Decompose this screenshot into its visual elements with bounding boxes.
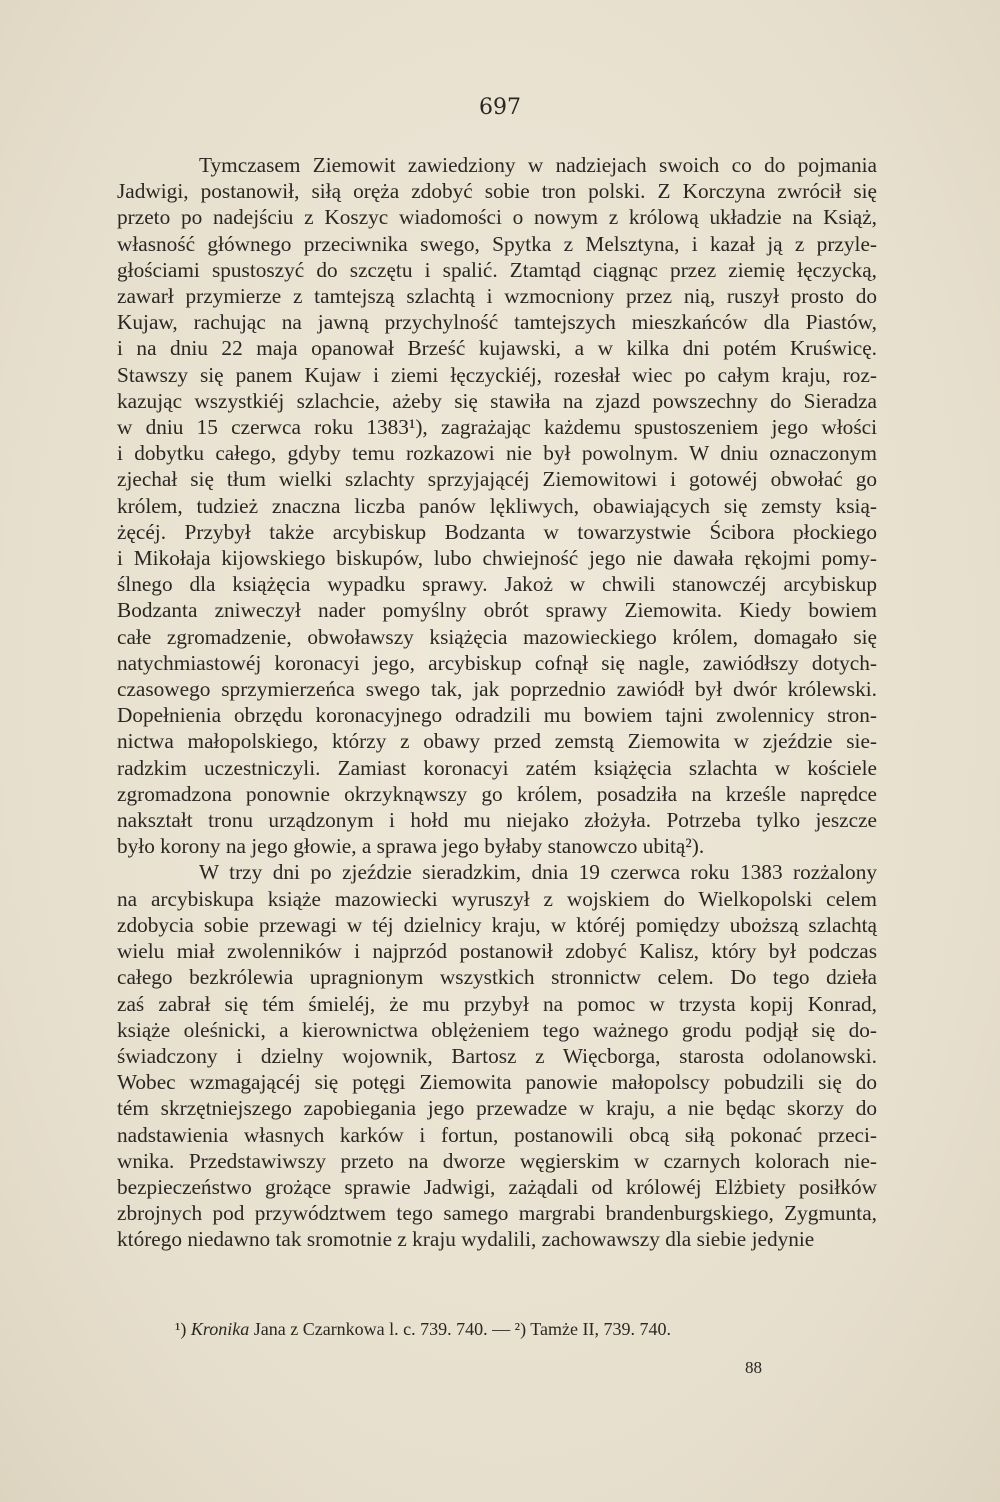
text-line: zaś zabrał się tém śmieléj, że mu przybył na pomoc w trzysta kopij Konrad, xyxy=(117,991,877,1016)
text-line: natychmiastowéj koronacyi jego, arcybiskup cofnął się nagle, zawiódłszy dotych- xyxy=(117,650,877,675)
text-line: królem, tudzież znaczna liczba panów lękliwych, obawiających się zemsty ksią- xyxy=(117,493,877,518)
text-line: było korony na jego głowie, a sprawa jego byłaby stanowczo ubitą²). xyxy=(117,834,705,859)
text-line: i dobytku całego, gdyby temu rozkazowi nie był powolnym. W dniu oznaczonym xyxy=(117,441,877,466)
text-line: przeto po nadejściu z Koszyc wiadomości o nowym z królową układzie na Książ, xyxy=(117,205,877,230)
text-line: nakształt tronu urządzonym i hołd mu niejako złożyła. Potrzeba tylko jeszcze xyxy=(117,808,877,833)
text-line: zgromadzona ponownie okrzyknąwszy go królem, posadziła na krześle naprędce xyxy=(117,781,877,806)
text-line: zdobycia sobie przewagi w téj dzielnicy kraju, w któréj pomiędzy uboższą szlachtą xyxy=(117,912,877,937)
text-line: świadczony i dzielny wojownik, Bartosz z Więcborga, starosta odolanowski. xyxy=(117,1043,877,1068)
text-line: i Mikołaja kijowskiego biskupów, lubo chwiejność jego nie dawała rękojmi pomy- xyxy=(117,546,877,571)
text-line: Jadwigi, postanowił, siłą oręża zdobyć sobie tron polski. Z Korczyna zwrócił się xyxy=(117,179,877,204)
text-line: kazując wszystkiéj szlachcie, ażeby się stawiła na zjazd powszechny do Sieradza xyxy=(117,388,877,413)
text-line: radzkim uczestniczyli. Zamiast koronacyi zatém książęcia szlachta w kościele xyxy=(117,755,877,780)
text-line: wnika. Przedstawiwszy przeto na dworze węgierskim w czarnych kolorach nie- xyxy=(117,1148,877,1173)
text-line: ślnego dla książęcia wypadku sprawy. Jakoż w chwili stanowczéj arcybiskup xyxy=(117,572,877,597)
body-text xyxy=(117,152,877,1253)
text-line: tém skrzętniejszego zapobiegania jego przewadze w kraju, a nie będąc skorzy do xyxy=(117,1096,877,1121)
text-line: Kujaw, rachując na jawną przychylność tamtejszych mieszkańców dla Piastów, xyxy=(117,310,877,335)
footnote-text: Jana z Czarnkowa l. c. 739. 740. — xyxy=(253,1319,511,1339)
text-line: czasowego sprzymierzeńca swego tak, jak poprzednio zawiódł był dwór królewski. xyxy=(117,677,877,702)
text-line: nictwa małopolskiego, którzy z obawy przed zemstą Ziemowita w zjeździe sie- xyxy=(117,729,877,754)
text-line: wielu miał zwolenników i najprzód postanowił zdobyć Kalisz, który był podczas xyxy=(117,939,877,964)
text-line: Stawszy się panem Kujaw i ziemi łęczyckiéj, rozesłał wiec po całym kraju, roz- xyxy=(117,362,877,387)
footnote-source-title: Kronika xyxy=(190,1319,250,1339)
text-line: Bodzanta zniweczył nader pomyślny obrót sprawy Ziemowita. Kiedy bowiem xyxy=(117,598,877,623)
text-line: głościami spustoszyć do szczętu i spalić. Ztamtąd ciągnąc przez ziemię łęczycką, xyxy=(117,257,877,282)
text-line: Wobec wzmagającéj się potęgi Ziemowita panowie małopolscy pobudzili się do xyxy=(117,1070,877,1095)
text-line: własność głównego przeciwnika swego, Spytka z Melsztyna, i kazał ją z przyle- xyxy=(117,231,877,256)
text-line: bezpieczeństwo grożące sprawie Jadwigi, zażądali od królowéj Elżbiety posiłków xyxy=(117,1174,877,1199)
page-number: 697 xyxy=(479,95,521,120)
text-line: i na dniu 22 maja opanował Brześć kujawski, a w kilka dni potém Kruświcę. xyxy=(117,336,877,361)
text-line: na arcybiskupa książe mazowiecki wyruszył z wojskiem do Wielkopolski celem xyxy=(117,886,877,911)
text-line: książe oleśnicki, a kierownictwa oblężeniem tego ważnego grodu podjął się do- xyxy=(117,1017,877,1042)
text-line: całe zgromadzenie, obwoławszy książęcia mazowieckiego królem, domagało się xyxy=(117,624,877,649)
text-line: Tymczasem Ziemowit zawiedziony w nadziejach swoich co do pojmania xyxy=(199,153,877,177)
text-line: W trzy dni po zjeździe sieradzkim, dnia 19 czerwca roku 1383 rozżalony xyxy=(199,860,877,885)
text-line: całego bezkrólewia upragnionym wszystkich stronnictw celem. Do tego dzieła xyxy=(117,965,877,990)
footnote-text: Tamże II, 739. 740. xyxy=(530,1319,671,1339)
text-line: Dopełnienia obrzędu koronacyjnego odradzili mu bowiem tajni zwolennicy stron- xyxy=(117,703,877,728)
footnotes xyxy=(175,1319,875,1340)
footnote-mark: ¹) xyxy=(175,1319,187,1339)
text-line: zbrojnych pod przywództwem tego samego margrabi brandenburgskiego, Zygmunta, xyxy=(117,1201,877,1226)
printer-signature: 88 xyxy=(745,1358,762,1377)
text-line: żęcéj. Przybył także arcybiskup Bodzanta w towarzystwie Ścibora płockiego xyxy=(117,519,877,544)
footnote-mark: ²) xyxy=(514,1319,527,1339)
text-line: w dniu 15 czerwca roku 1383¹), zagrażając każdemu spustoszeniem jego włości xyxy=(117,415,877,440)
text-line: nadstawienia własnych karków i fortun, postanowili obcą siłą pokonać przeci- xyxy=(117,1122,877,1147)
text-line: którego niedawno tak sromotnie z kraju wydalili, zachowawszy dla siebie jedynie xyxy=(117,1227,815,1252)
text-line: zjechał się tłum wielki szlachty sprzyjającéj Ziemowitowi i gotowéj obwołać go xyxy=(117,467,877,492)
text-line: zawarł przymierze z tamtejszą szlachtą i wzmocniony przez nią, ruszył prosto do xyxy=(117,284,877,309)
